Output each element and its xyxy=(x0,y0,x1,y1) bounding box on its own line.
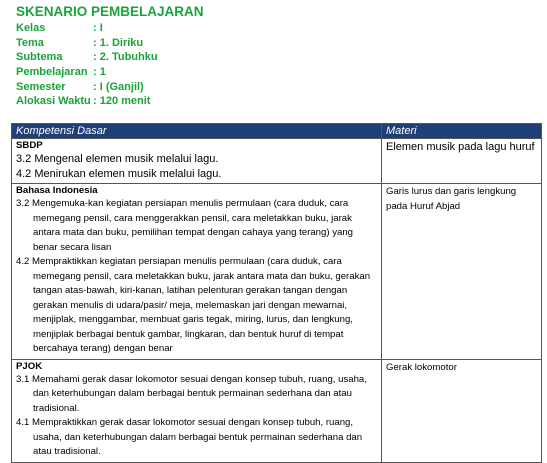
table-row xyxy=(12,184,542,360)
info-row-semester xyxy=(16,81,158,96)
competency-table xyxy=(11,123,542,463)
info-label: Kelas xyxy=(16,22,46,34)
info-value: : I xyxy=(93,22,103,34)
table-row xyxy=(12,139,542,184)
info-label: Semester xyxy=(16,80,66,93)
info-row-kelas xyxy=(16,22,158,37)
kd-item: 3.1 Memahami gerak dasar lokomotor sesuai dengan konsep tubuh, ruang, usaha, dan keterhubungan dalam berbagai bentuk permainan sederhana dan atau tradisional. xyxy=(16,373,367,414)
info-value: : 2. Tubuhku xyxy=(93,51,158,64)
kd-item: 4.2 Menirukan elemen musik melalui lagu. xyxy=(16,167,222,180)
subject-name: Bahasa Indonesia xyxy=(16,185,98,196)
kd-cell xyxy=(12,359,382,462)
kd-cell xyxy=(12,139,382,184)
kd-cell xyxy=(12,184,382,360)
kd-item: 4.1 Mempraktikkan gerak dasar lokomotor sesuai dengan konsep tubuh, ruang, usaha, dan keterhubungan dalam berbagai bentuk permainan sederhana dan atau tradisional. xyxy=(16,417,363,457)
page-title: SKENARIO PEMBELAJARAN xyxy=(16,4,204,19)
column-header-kompetensi-dasar: Kompetensi Dasar xyxy=(12,124,382,139)
info-value: : 120 menit xyxy=(93,95,151,108)
info-value: : 1. Diriku xyxy=(93,36,144,49)
info-label: Alokasi Waktu xyxy=(16,95,91,108)
subject-name: PJOK xyxy=(16,360,43,372)
kd-item: 3.2 Mengenal elemen musik melalui lagu. xyxy=(16,153,219,165)
info-row-alokasi-waktu xyxy=(16,95,158,110)
kd-item: 3.2 Mengemuka-kan kegiatan persiapan menulis permulaan (cara duduk, cara memegang pensil, cara menggerakkan pensil, cara meletakkan buku, jarak antara mata dan buku, pemilihan tempat dengan cahaya yang terang) yang benar secara lisan xyxy=(16,198,354,253)
materi-cell xyxy=(382,139,542,184)
info-label: Pembelajaran xyxy=(16,66,88,79)
kd-item: 4.2 Mempraktikkan kegiatan persiapan menulis permulaan (cara duduk, cara memegang pensil, cara meletakkan buku, jarak antara mata dan buku, gerakan tangan atas-bawah, kiri-kanan, latihan pelenturan gerakan tangan dengan gerakan menulis di udara/pasir/ meja, melemaskan jari dengan mewarnai, menjiplak, menggambar, membuat garis tegak, miring, lurus, dan lengkung, menjiplak berbagai bentuk gambar, lingkaran, dan bentuk huruf di tempat bercahaya terang) dengan benar xyxy=(16,256,371,354)
table-row xyxy=(12,359,542,462)
table-header-row xyxy=(12,124,542,139)
materi-text: Gerak lokomotor xyxy=(386,361,457,373)
materi-text: Garis lurus dan garis lengkung pada Huruf Abjad xyxy=(386,186,517,212)
info-label: Tema xyxy=(16,36,44,49)
column-header-materi: Materi xyxy=(382,124,542,139)
info-label: Subtema xyxy=(16,51,63,64)
subject-name: SBDP xyxy=(16,140,43,151)
lesson-info xyxy=(16,22,158,110)
info-value: : I (Ganjil) xyxy=(93,80,144,93)
info-row-tema xyxy=(16,37,158,52)
info-row-subtema xyxy=(16,51,158,66)
materi-cell xyxy=(382,184,542,360)
info-value: : 1 xyxy=(93,66,106,79)
materi-text: Elemen musik pada lagu huruf xyxy=(386,141,535,153)
info-row-pembelajaran xyxy=(16,66,158,81)
materi-cell xyxy=(382,359,542,462)
